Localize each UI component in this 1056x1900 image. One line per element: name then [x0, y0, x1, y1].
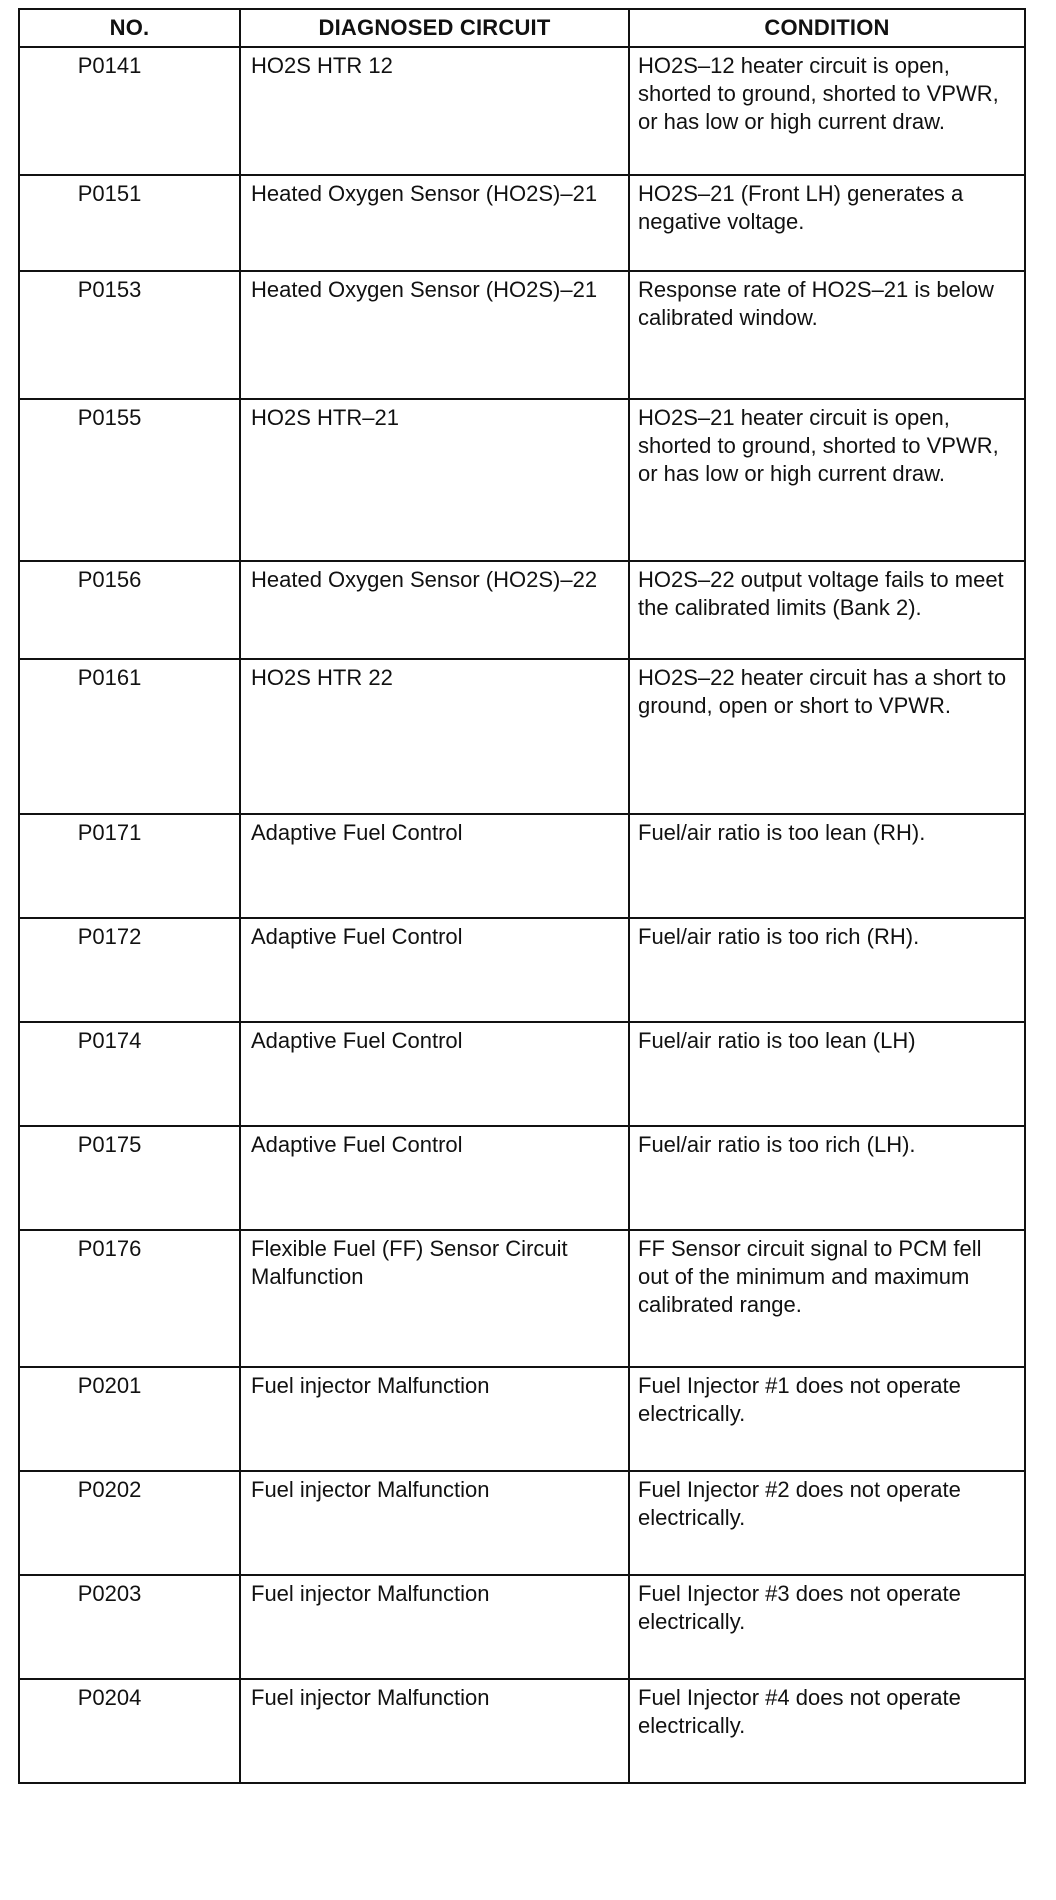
- condition-cell: Response rate of HO2S–21 is below calibrated window.: [629, 271, 1025, 399]
- code-cell: P0174: [19, 1022, 240, 1126]
- circuit-cell: Flexible Fuel (FF) Sensor Circuit Malfunction: [240, 1230, 629, 1367]
- circuit-cell: HO2S HTR 12: [240, 47, 629, 175]
- condition-cell: Fuel Injector #2 does not operate electrically.: [629, 1471, 1025, 1575]
- table-row: [19, 47, 1025, 175]
- table-row: [19, 1679, 1025, 1783]
- circuit-cell: Adaptive Fuel Control: [240, 814, 629, 918]
- code-cell: P0175: [19, 1126, 240, 1230]
- table-row: [19, 561, 1025, 659]
- table-row: [19, 1575, 1025, 1679]
- circuit-cell: Heated Oxygen Sensor (HO2S)–21: [240, 271, 629, 399]
- header-no: NO.: [19, 9, 240, 47]
- circuit-cell: Fuel injector Malfunction: [240, 1575, 629, 1679]
- condition-cell: HO2S–21 (Front LH) generates a negative voltage.: [629, 175, 1025, 271]
- circuit-cell: Fuel injector Malfunction: [240, 1367, 629, 1471]
- code-cell: P0202: [19, 1471, 240, 1575]
- table-row: [19, 1230, 1025, 1367]
- condition-cell: HO2S–12 heater circuit is open, shorted to ground, shorted to VPWR, or has low or high current draw.: [629, 47, 1025, 175]
- circuit-cell: HO2S HTR 22: [240, 659, 629, 814]
- table-row: [19, 271, 1025, 399]
- circuit-cell: Heated Oxygen Sensor (HO2S)–22: [240, 561, 629, 659]
- condition-cell: Fuel/air ratio is too lean (LH): [629, 1022, 1025, 1126]
- code-cell: P0141: [19, 47, 240, 175]
- table-row: [19, 1367, 1025, 1471]
- condition-cell: Fuel/air ratio is too lean (RH).: [629, 814, 1025, 918]
- condition-cell: Fuel Injector #3 does not operate electrically.: [629, 1575, 1025, 1679]
- condition-cell: FF Sensor circuit signal to PCM fell out of the minimum and maximum calibrated range.: [629, 1230, 1025, 1367]
- table-row: [19, 1471, 1025, 1575]
- code-cell: P0155: [19, 399, 240, 561]
- code-cell: P0203: [19, 1575, 240, 1679]
- condition-cell: HO2S–22 heater circuit has a short to ground, open or short to VPWR.: [629, 659, 1025, 814]
- code-cell: P0171: [19, 814, 240, 918]
- table-body: [19, 47, 1025, 1783]
- circuit-cell: HO2S HTR–21: [240, 399, 629, 561]
- condition-cell: Fuel Injector #4 does not operate electrically.: [629, 1679, 1025, 1783]
- table-row: [19, 814, 1025, 918]
- header-diagnosed-circuit: DIAGNOSED CIRCUIT: [240, 9, 629, 47]
- code-cell: P0201: [19, 1367, 240, 1471]
- circuit-cell: Adaptive Fuel Control: [240, 1022, 629, 1126]
- code-cell: P0156: [19, 561, 240, 659]
- circuit-cell: Adaptive Fuel Control: [240, 918, 629, 1022]
- code-cell: P0172: [19, 918, 240, 1022]
- table-row: [19, 175, 1025, 271]
- circuit-cell: Fuel injector Malfunction: [240, 1679, 629, 1783]
- condition-cell: Fuel/air ratio is too rich (LH).: [629, 1126, 1025, 1230]
- table-row: [19, 1022, 1025, 1126]
- code-cell: P0151: [19, 175, 240, 271]
- condition-cell: Fuel/air ratio is too rich (RH).: [629, 918, 1025, 1022]
- header-condition: CONDITION: [629, 9, 1025, 47]
- code-cell: P0153: [19, 271, 240, 399]
- circuit-cell: Fuel injector Malfunction: [240, 1471, 629, 1575]
- table-row: [19, 659, 1025, 814]
- code-cell: P0176: [19, 1230, 240, 1367]
- condition-cell: HO2S–21 heater circuit is open, shorted to ground, shorted to VPWR, or has low or high current draw.: [629, 399, 1025, 561]
- condition-cell: HO2S–22 output voltage fails to meet the calibrated limits (Bank 2).: [629, 561, 1025, 659]
- circuit-cell: Heated Oxygen Sensor (HO2S)–21: [240, 175, 629, 271]
- dtc-table: [18, 8, 1026, 1784]
- circuit-cell: Adaptive Fuel Control: [240, 1126, 629, 1230]
- code-cell: P0204: [19, 1679, 240, 1783]
- code-cell: P0161: [19, 659, 240, 814]
- table-header: [19, 9, 1025, 47]
- header-row: [19, 9, 1025, 47]
- condition-cell: Fuel Injector #1 does not operate electrically.: [629, 1367, 1025, 1471]
- table-row: [19, 1126, 1025, 1230]
- table-row: [19, 918, 1025, 1022]
- table-row: [19, 399, 1025, 561]
